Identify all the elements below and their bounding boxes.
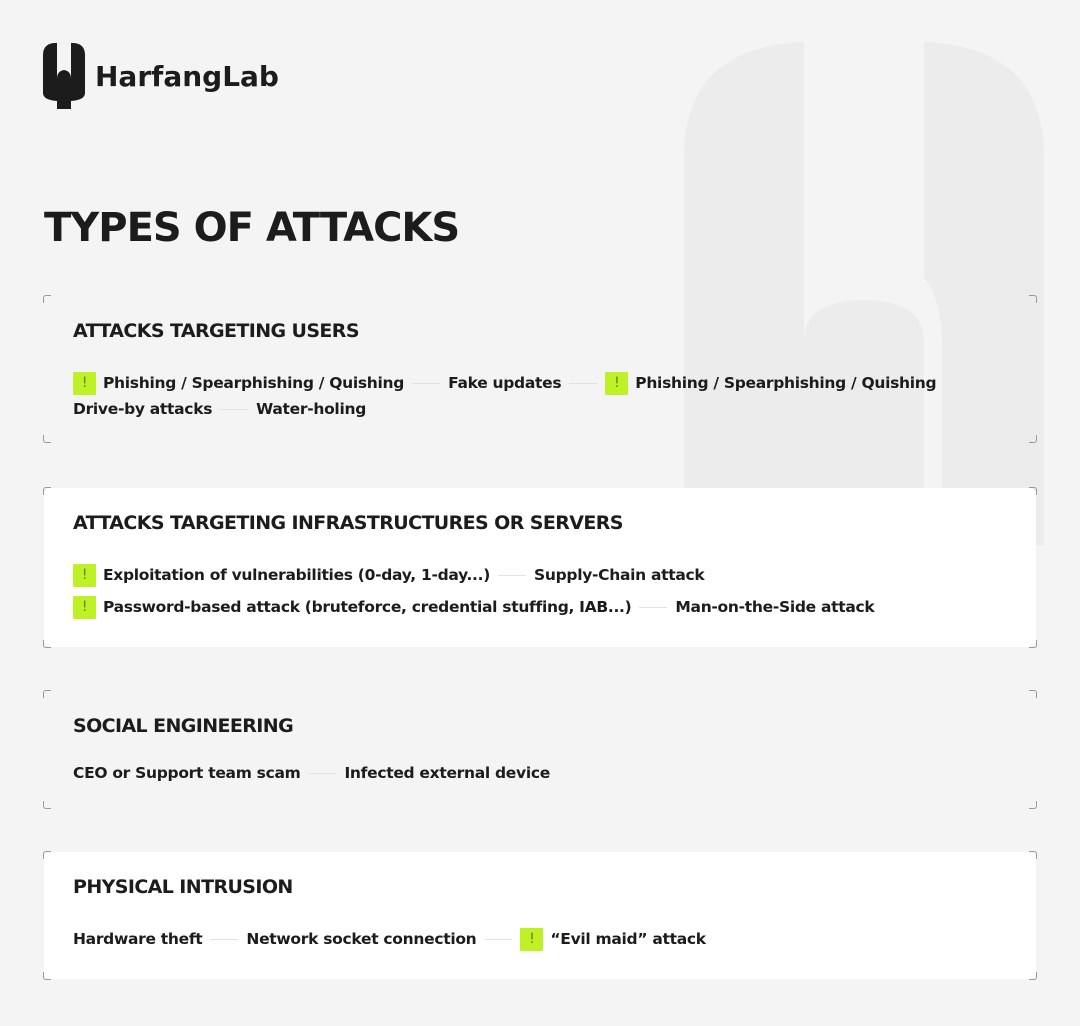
- attack-item: [246, 930, 476, 948]
- corner-bracket: [43, 690, 51, 698]
- section-title: ATTACKS TARGETING USERS: [73, 320, 359, 342]
- attack-item: [256, 400, 366, 418]
- connector-line: [220, 409, 248, 410]
- brand-name: HarfangLab: [95, 59, 279, 93]
- corner-bracket: [1029, 435, 1037, 443]
- attack-label: Phishing / Spearphishing / Quishing: [103, 374, 405, 392]
- attack-row: [73, 595, 874, 619]
- attack-item: [73, 400, 212, 418]
- connector-line: [484, 939, 512, 940]
- connector-line: [498, 575, 526, 576]
- connector-line: [308, 773, 336, 774]
- connector-line: [412, 383, 440, 384]
- exclamation-badge-icon: !: [73, 372, 96, 395]
- corner-bracket: [1029, 487, 1037, 495]
- corner-bracket: [43, 640, 51, 648]
- attack-row: [73, 371, 936, 395]
- section-title: PHYSICAL INTRUSION: [73, 876, 293, 898]
- brand-logo: [43, 43, 279, 109]
- section-physical-intrusion: [44, 852, 1036, 979]
- section-attacks-targeting-users: [44, 296, 1036, 442]
- connector-line: [210, 939, 238, 940]
- attack-label: Drive-by attacks: [73, 400, 213, 418]
- attack-row: [73, 927, 706, 951]
- page-title: TYPES OF ATTACKS: [44, 205, 460, 251]
- section-title: SOCIAL ENGINEERING: [73, 715, 294, 737]
- corner-bracket: [1029, 295, 1037, 303]
- attack-item: [344, 764, 549, 782]
- attack-label: Infected external device: [344, 764, 550, 782]
- corner-bracket: [43, 801, 51, 809]
- section-title: ATTACKS TARGETING INFRASTRUCTURES OR SERVERS: [73, 512, 623, 534]
- exclamation-badge-icon: !: [73, 596, 96, 619]
- attack-item: [73, 930, 202, 948]
- attack-label: Phishing / Spearphishing / Quishing: [635, 374, 937, 392]
- section-attacks-targeting-infrastructures: [44, 488, 1036, 647]
- attack-label: Water-holing: [256, 400, 366, 418]
- attack-label: Man-on-the-Side attack: [675, 598, 875, 616]
- attack-item: [675, 598, 874, 616]
- corner-bracket: [1029, 690, 1037, 698]
- attack-row: [73, 397, 366, 421]
- attack-item: [448, 374, 561, 392]
- attack-label: Password-based attack (bruteforce, credential stuffing, IAB...): [103, 598, 632, 616]
- connector-line: [639, 607, 667, 608]
- attack-label: Fake updates: [448, 374, 562, 392]
- exclamation-badge-icon: !: [73, 564, 96, 587]
- connector-line: [569, 383, 597, 384]
- exclamation-badge-icon: !: [605, 372, 628, 395]
- attack-item: [73, 764, 300, 782]
- attack-row: [73, 761, 550, 785]
- attack-item: [73, 564, 490, 587]
- corner-bracket: [1029, 640, 1037, 648]
- corner-bracket: [1029, 851, 1037, 859]
- corner-bracket: [1029, 972, 1037, 980]
- corner-bracket: [43, 851, 51, 859]
- attack-item: [520, 928, 705, 951]
- harfanglab-logo-icon: [43, 43, 85, 109]
- section-social-engineering: [44, 691, 1036, 808]
- attack-item: [605, 372, 936, 395]
- attack-label: CEO or Support team scam: [73, 764, 301, 782]
- watermark-logo-icon: [684, 42, 1044, 545]
- corner-bracket: [43, 487, 51, 495]
- corner-bracket: [43, 972, 51, 980]
- attack-label: Exploitation of vulnerabilities (0-day, 1-day...): [103, 566, 490, 584]
- exclamation-badge-icon: !: [520, 928, 543, 951]
- attack-item: [534, 566, 704, 584]
- attack-item: [73, 596, 631, 619]
- attack-label: Supply-Chain attack: [534, 566, 705, 584]
- attack-label: Network socket connection: [246, 930, 477, 948]
- corner-bracket: [1029, 801, 1037, 809]
- attack-label: Hardware theft: [73, 930, 203, 948]
- corner-bracket: [43, 295, 51, 303]
- attack-item: [73, 372, 404, 395]
- attack-row: [73, 563, 704, 587]
- corner-bracket: [43, 435, 51, 443]
- attack-label: “Evil maid” attack: [550, 930, 706, 948]
